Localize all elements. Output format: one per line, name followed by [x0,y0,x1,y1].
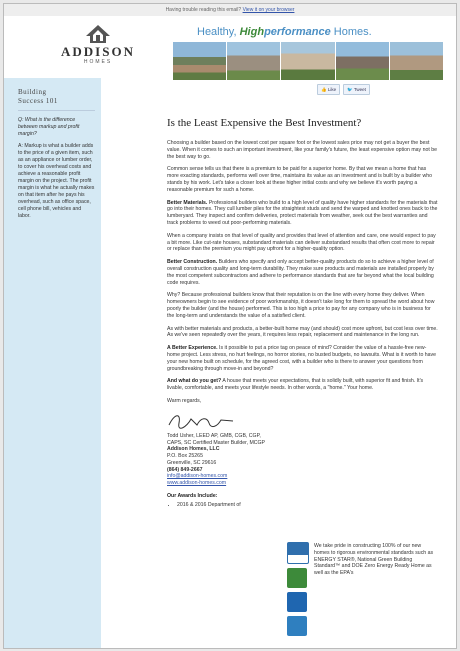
energy-star-badge-icon [287,592,307,612]
house-photo [336,42,389,80]
addison-logo[interactable] [48,24,148,80]
tweet-button[interactable]: 🐦 Tweet [343,84,370,95]
email-frame [3,3,457,649]
sidebar-title-line1: Building [18,88,47,96]
green-standards-text: We take pride in constructing 100% of our new homes to rigorous environmental standards such as ENERGY STAR®, National Green Building Standard™ and DOE Zero Energy Ready Home as well as the EPA's [314,543,434,577]
header [4,16,456,78]
tagline-healthy: Healthy, [197,26,237,38]
tagline [197,26,372,38]
contact-city: Greenville, SC 29616 [167,459,217,466]
paragraph: Choosing a builder based on the lowest cost per square foot or the lowest sales price may not get a buyer the best value. When it comes to such an important investment, like your family's future, the least expensive option may not be the best way to go. [167,140,438,160]
paragraph-body: A house that meets your expectations, that is solidly built, with superior fit and finish. It's livable, comfortable, and meets your lifestyle needs. In other words, a "home." Your home. [167,378,424,392]
paragraph-lead: And what do you get? [167,378,222,385]
regards: Warm regards, [167,397,202,404]
facebook-like-button[interactable]: 👍 Like [317,84,340,95]
house-photo [173,42,226,80]
certification-badges [287,542,307,640]
logo-name: ADDISON [61,44,135,59]
tagline-performance: performance [264,26,331,38]
paragraph [167,378,439,392]
view-in-browser-link[interactable]: View it on your browser [242,7,295,13]
paragraph: When a company insists on that level of quality and provides that level of attention and care, one would expect to pay a bit more. Like cut-rate houses, substandard materials can deliver substandard results that often cost more to repair or replace than the premium you might pay upfront for a higher-quality option. [167,232,436,253]
paragraph-body: Professional builders who build to a high level of quality have higher standards for the materials that go into their homes. They cull lumber piles for the straightest studs and send the warped and knotted ones back to the lumberyard. They inspect and confirm deliveries, protect materials from weather, seek out the best warranties and track problems to weed out poor-performing materials. [167,199,438,226]
house-photo [227,42,280,80]
awards-list [167,502,439,509]
signature [167,411,439,431]
top-bar [4,4,456,16]
sidebar-answer: A: Markup is what a builder adds to the price of a given item, such as an appliance or lumber order, to cover his overhead costs and achieve a reasonable profit margin on the project. The profit margin is what he actually makes on that item after he pays his overhead, such as office space, cell phone bill, vehicles and labor. [18,143,95,219]
article-title: Is the Least Expensive the Best Investment? [167,117,362,129]
paragraph [167,345,439,372]
contact-phone: (864) 849-2667 [167,466,203,473]
indoor-air-badge-icon [287,616,307,636]
contact-block [167,433,439,487]
paragraph-body: Builders who specify and only accept better-quality products do so to achieve a higher level of overall construction quality and long-term durability. They make sure products and materials are installed properly by the most competent subcontractors and adhere to performance standards that are far beyond what the local building code requires. [167,259,434,286]
paragraph [167,200,439,227]
paragraph-lead: Better Construction. [167,259,218,266]
article [167,116,439,509]
sidebar [4,78,101,649]
award-item: • 2016 & 2016 Department of [177,502,439,509]
sidebar-question: Q: What is the difference between markup and profit margin? [18,117,80,137]
awards-heading: Our Awards Include: [167,493,218,500]
paragraph [167,259,439,286]
house-logo-icon [85,24,111,44]
signature-image [167,411,237,431]
sidebar-title [18,88,95,111]
contact-po: P.O. Box 25265 [167,453,203,460]
email-link[interactable]: info@addison-homes.com [167,473,228,480]
house-photo [281,42,334,80]
logo-sub: HOMES [83,59,113,65]
paragraph-lead: A Better Experience. [167,345,218,352]
trouble-text: Having trouble reading this email? [165,7,242,13]
house-photo [390,42,443,80]
zero-energy-badge-icon [287,542,309,564]
paragraph-lead: Better Materials. [167,199,208,206]
sidebar-title-line2: Success 101 [18,97,58,105]
header-photos [173,42,443,80]
tagline-homes: Homes. [333,26,372,38]
tweet-label: Tweet [353,87,366,92]
like-label: Like [327,87,337,92]
contact-company: Addison Homes, LLC [167,446,220,453]
green-building-badge-icon [287,568,307,588]
paragraph: Common sense tells us that there is a premium to be paid for a superior home. By that we mean a home that has more exacting standards, performs well over time, maintains its value as an investment and is built by a builder who stands by his work. Let's take a closer look at these higher initial costs and why we believe it's worth paying a reasonable premium for such a home. [167,166,432,193]
social-buttons [317,84,370,95]
tagline-high: High [239,26,265,38]
website-link[interactable]: www.addison-homes.com [167,480,227,487]
paragraph: Why? Because professional builders know that their reputation is on the line with every home they deliver. When homeowners begin to see evidence of poor workmanship, it doesn't take long for them to spread the word about how poorly the builder (and the house) performed. This is too high a price to pay for any company who is in business for the long-term and understands the value of a satisfied client. [167,292,435,319]
paragraph-body: Is it possible to put a price tag on peace of mind? Consider the value of a hassle-free new-home project. Less stress, no hurt feelings, no horror stories, no busted budgets, no lawsuits. What is it worth to have your new home built on schedule, for the agreed cost, with a builder who is there to answer your questions from groundbreaking through move-in and beyond? [167,345,437,372]
paragraph: As with better materials and products, a better-built home may (and should) cost more upfront, but cost less over time. As we've seen repeatedly over the years, it requires less repair, replacement and maintenance in the long run. [167,325,438,339]
contact-credentials: Todd Usher, LEED AP, GMB, CGB, CGP, CAPS, SC Certified Master Builder, MCGP [167,432,266,446]
